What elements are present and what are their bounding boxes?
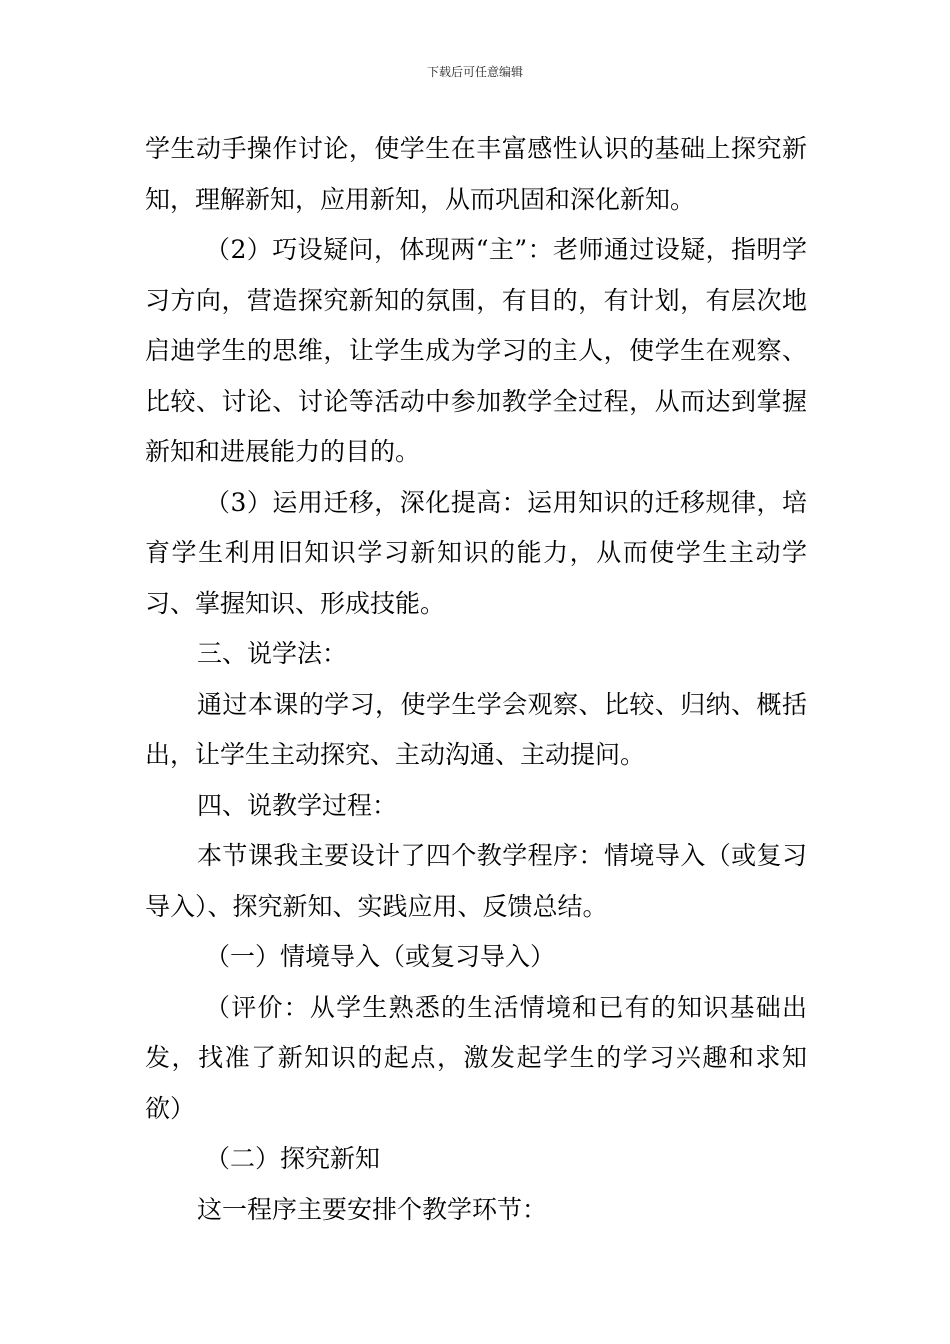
- section-heading-study-method: 三、说学法：: [197, 639, 348, 668]
- paragraph-continuation: 学生动手操作讨论，使学生在丰富感性认识的基础上探究新知，理解新知，应用新知，从而巩固和深化新知。: [145, 134, 807, 214]
- paragraph-teaching-process: 本节课我主要设计了四个教学程序：情境导入（或复习导入）、探究新知、实践应用、反馈总结。: [145, 841, 807, 921]
- paragraph-point-2: （2）巧设疑问，体现两“主”：老师通过设疑，指明学习方向，营造探究新知的氛围，有目的，有计划，有层次地启迪学生的思维，让学生成为学习的主人，使学生在观察、比较、讨论、讨论等活动中参加教学全过程，从而达到掌握新知和进展能力的目的。: [145, 235, 807, 466]
- subheading-scenario-intro: （一）情境导入（或复习导入）: [205, 942, 556, 971]
- paragraph-point-3: （3）运用迁移，深化提高：运用知识的迁移规律，培育学生利用旧知识学习新知识的能力，从而使学生主动学习、掌握知识、形成技能。: [145, 487, 807, 618]
- document-body: [145, 124, 807, 1235]
- section-heading-teaching-process: 四、说教学过程：: [197, 790, 398, 820]
- page-header: 下载后可任意编辑: [426, 65, 523, 79]
- paragraph-study-method: 通过本课的学习，使学生学会观察、比较、归纳、概括出，让学生主动探究、主动沟通、主动提问。: [145, 689, 807, 769]
- subheading-explore-new-knowledge: （二）探究新知: [205, 1144, 381, 1173]
- paragraph-teaching-steps: 这一程序主要安排个教学环节：: [197, 1194, 548, 1224]
- paragraph-evaluation: （评价：从学生熟悉的生活情境和已有的知识基础出发，找准了新知识的起点，激发起学生的学习兴趣和求知欲）: [145, 992, 807, 1123]
